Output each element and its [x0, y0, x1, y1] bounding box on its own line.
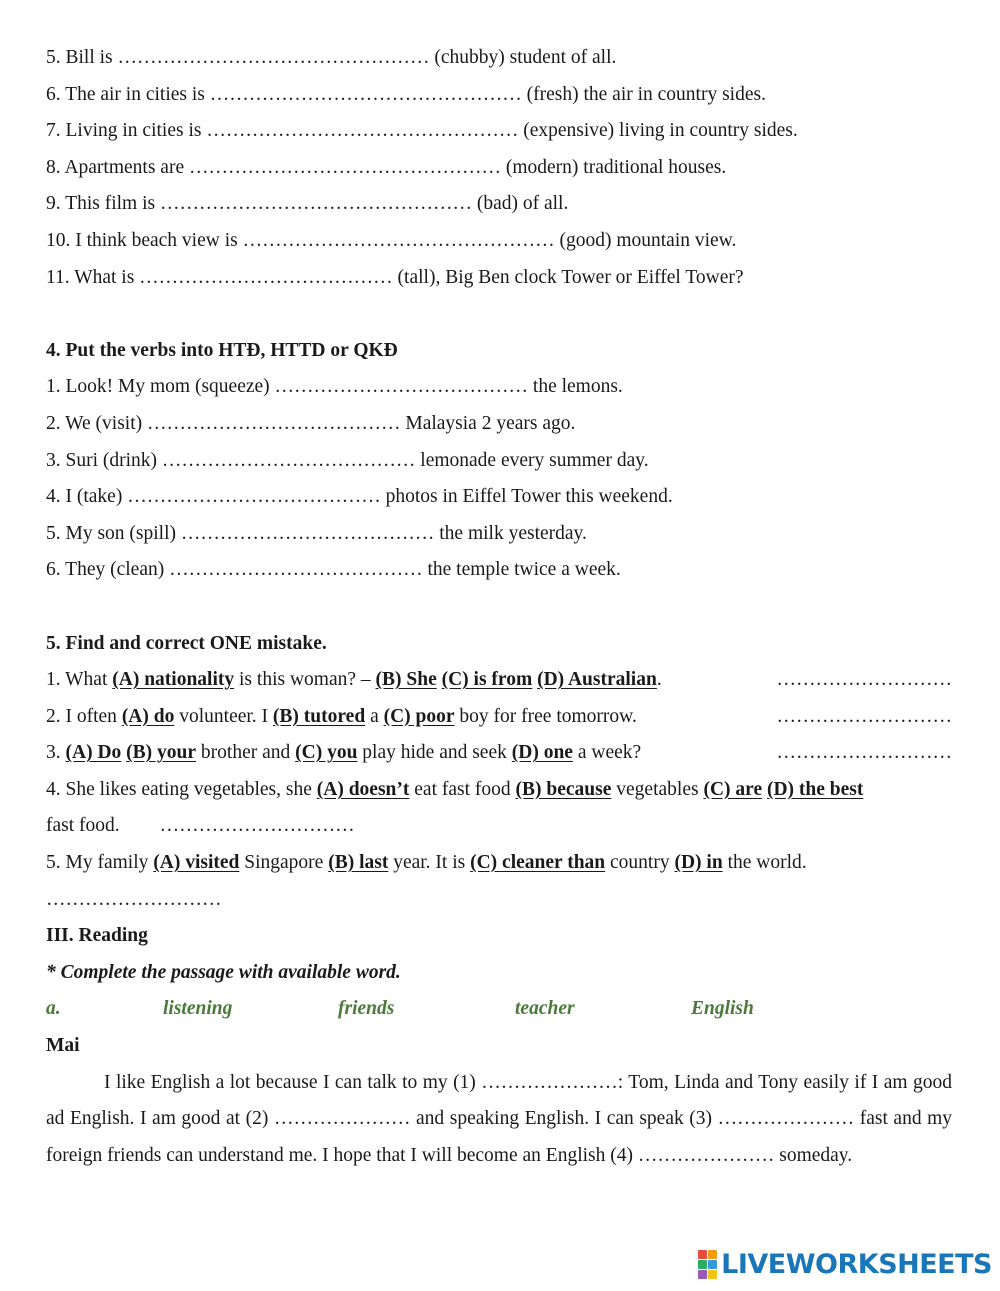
answer-blank[interactable]: ………………………………………… — [206, 120, 519, 142]
option-d: (D) the best — [766, 778, 864, 800]
exercise-line: 1. Look! My mom (squeeze) ………………………………… the lemons. — [46, 376, 623, 398]
question-1: 1. What (A) nationality is this woman? – (B) She (C) is from (D) Australian. ……………………… — [46, 662, 952, 699]
exercise-line: 6. They (clean) ………………………………… the temple twice a week. — [46, 559, 621, 581]
exercise-line: 6. The air in cities is ………………………………………… (fresh) the air in country sides. — [46, 83, 766, 105]
word-option: teacher — [515, 998, 575, 1020]
answer-blank[interactable]: ………………………………………… — [117, 47, 430, 68]
comparison-exercise — [46, 40, 952, 296]
answer-blank[interactable]: ………………… — [717, 1108, 855, 1130]
logo-tile — [708, 1270, 717, 1279]
answer-blank[interactable]: ………………………………… — [139, 266, 393, 288]
reading-instruction: * Complete the passage with available word. — [46, 961, 401, 983]
option-a: (A) do — [121, 705, 175, 727]
answer-blank[interactable]: ………………………………………… — [188, 156, 501, 178]
question-2: 2. I often (A) do volunteer. I (B) tutored a (C) poor boy for free tomorrow. ……………………… — [46, 699, 952, 736]
section-heading: 5. Find and correct ONE mistake. — [46, 632, 327, 654]
question-4: 4. She likes eating vegetables, she (A) doesn’t eat fast food (B) because vegetables (C) are (D) the best — [46, 778, 864, 800]
option-d: (D) Australian — [537, 669, 657, 691]
question-5: 5. My family (A) visited Singapore (B) last year. It is (C) cleaner than country (D) in the world. — [46, 852, 807, 874]
exercise-line: 5. My son (spill) ………………………………… the milk yesterday. — [46, 522, 587, 544]
section-heading: 4. Put the verbs into HTĐ, HTTD or QKĐ — [46, 339, 398, 361]
exercise-line: 11. What is ………………………………… (tall), Big Ben clock Tower or Eiffel Tower? — [46, 266, 744, 288]
option-a: (A) visited — [153, 852, 240, 874]
exercise-line: 4. I (take) ………………………………… photos in Eiffel Tower this weekend. — [46, 486, 673, 508]
question-3: 3. (A) Do (B) your brother and (C) you play hide and seek (D) one a week? ……………………… — [46, 735, 952, 772]
answer-blank[interactable]: ………………………………… — [146, 412, 401, 434]
option-c: (C) are — [703, 778, 763, 800]
error-correction-exercise — [46, 626, 952, 919]
word-option: friends — [338, 998, 395, 1020]
exercise-line: 3. Suri (drink) ………………………………… lemonade every summer day. — [46, 449, 649, 471]
answer-blank[interactable]: ………………………… — [159, 815, 355, 837]
answer-blank[interactable]: ……………………… — [46, 888, 222, 910]
answer-blank[interactable]: ………………… — [273, 1108, 411, 1130]
option-b: (B) because — [515, 778, 612, 800]
answer-blank[interactable]: ……………………… — [776, 705, 952, 727]
reading-passage: I like English a lot because I can talk to my (1) …………………: Tom, Linda and Tony easily if I am good ad English. I am good at (2) ………………… and speaking English. I can speak (3) ………………… fast and my foreign friends can understand me. I hope that I will become an English (4) ………………… someday. — [46, 1071, 953, 1166]
verb-tense-exercise — [46, 333, 952, 589]
exercise-line: 2. We (visit) ………………………………… Malaysia 2 years ago. — [46, 412, 576, 434]
answer-blank[interactable]: ………………………………… — [180, 522, 435, 544]
passage-title: Mai — [46, 1035, 80, 1057]
logo-tile — [698, 1270, 707, 1279]
logo-tile — [698, 1250, 707, 1259]
worksheet-page — [46, 40, 952, 1174]
answer-blank[interactable]: ……………………… — [776, 742, 952, 764]
word-option: listening — [163, 998, 233, 1020]
option-c: (C) cleaner than — [470, 852, 606, 874]
option-b: (B) tutored — [272, 705, 366, 727]
option-d: (D) one — [511, 742, 573, 764]
logo-text: LIVEWORKSHEETS — [721, 1248, 992, 1280]
word-option: English — [691, 998, 754, 1020]
answer-blank[interactable]: ………………………………………… — [242, 229, 555, 251]
logo-tile — [708, 1260, 717, 1269]
answer-blank[interactable]: ………………………………… — [274, 376, 529, 398]
answer-blank[interactable]: ………………………………… — [169, 559, 423, 581]
word-bank-label: a. — [46, 998, 61, 1020]
spacer — [46, 296, 952, 333]
option-a: (A) Do — [65, 742, 122, 764]
section-heading: III. Reading — [46, 925, 148, 947]
answer-blank[interactable]: ………………………………………… — [209, 83, 522, 105]
reading-section — [46, 918, 952, 1174]
option-b: (B) last — [328, 852, 389, 874]
answer-blank[interactable]: ………………… — [637, 1144, 775, 1166]
answer-blank[interactable]: ………………………………… — [127, 486, 381, 508]
option-b: (B) She — [375, 669, 437, 691]
option-c: (C) is from — [441, 669, 533, 691]
option-b: (B) your — [126, 742, 197, 764]
answer-blank[interactable]: ………………………………………… — [159, 193, 472, 215]
question-4-continued: fast food. ………………………… — [46, 815, 355, 837]
word-bank — [46, 991, 952, 1028]
exercise-line: 8. Apartments are ………………………………………… (modern) traditional houses. — [46, 156, 727, 178]
answer-blank[interactable]: ………………… — [481, 1071, 618, 1093]
logo-tile — [708, 1250, 717, 1259]
liveworksheets-logo[interactable] — [698, 1249, 992, 1279]
question-5-continued — [46, 882, 952, 919]
exercise-line: 7. Living in cities is ………………………………………… (expensive) living in country sides. — [46, 120, 798, 142]
option-a: (A) nationality — [112, 669, 235, 691]
answer-blank[interactable]: ……………………… — [776, 669, 952, 691]
spacer — [46, 589, 952, 626]
exercise-line: 10. I think beach view is ………………………………………… (good) mountain view. — [46, 229, 737, 251]
option-a: (A) doesn’t — [316, 778, 410, 800]
logo-mark-icon — [698, 1250, 717, 1279]
option-c: (C) you — [295, 742, 358, 764]
exercise-line: 9. This film is ………………………………………… (bad) of all. — [46, 193, 569, 215]
option-c: (C) poor — [383, 705, 455, 727]
option-d: (D) in — [674, 852, 723, 874]
answer-blank[interactable]: ………………………………… — [161, 449, 416, 471]
exercise-line: 5. Bill is ………………………………………… (chubby) student of all. — [46, 47, 617, 68]
logo-tile — [698, 1260, 707, 1269]
